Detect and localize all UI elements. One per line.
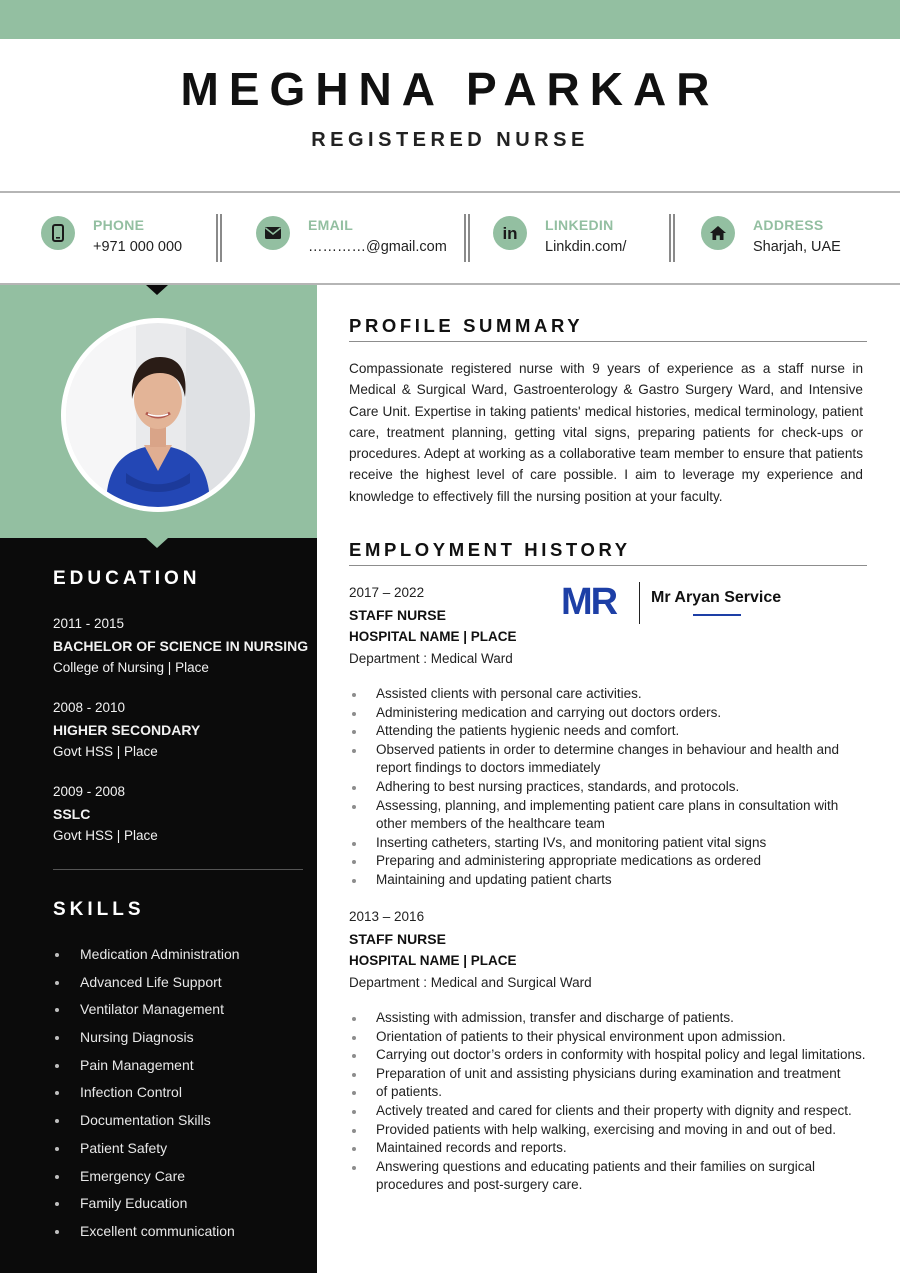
watermark-underline (693, 614, 741, 616)
watermark-separator (639, 582, 640, 624)
duty-item: Preparation of unit and assisting physicians during examination and treatment (349, 1065, 867, 1084)
envelope-icon (256, 216, 290, 250)
job-duties-list (349, 1009, 867, 1195)
profile-photo (61, 318, 255, 512)
duty-item: Preparing and administering appropriate medications as ordered (349, 852, 867, 871)
skills-list (53, 941, 308, 1246)
skill-item: Family Education (53, 1190, 308, 1218)
job-department: Department : Medical and Surgical Ward (349, 975, 592, 990)
contact-label: ADDRESS (753, 217, 824, 233)
education-school: Govt HSS | Place (53, 828, 158, 843)
education-years: 2008 - 2010 (53, 700, 126, 715)
job-years: 2017 – 2022 (349, 585, 425, 600)
skill-item: Advanced Life Support (53, 969, 308, 997)
job-role: STAFF NURSE (349, 607, 446, 623)
sidebar-notch-top (146, 285, 168, 295)
skills-heading: SKILLS (53, 899, 145, 920)
skill-item: Emergency Care (53, 1163, 308, 1191)
job-duties-list (349, 685, 867, 890)
skill-item: Infection Control (53, 1079, 308, 1107)
duty-item: Observed patients in order to determine changes in behaviour and health and report findings to doctors immediately (349, 741, 867, 778)
education-entry (53, 613, 309, 679)
top-accent-band (0, 0, 900, 39)
duty-item: Attending the patients hygienic needs and comfort. (349, 722, 867, 741)
duty-item: Assisted clients with personal care activities. (349, 685, 867, 704)
skill-item: Pain Management (53, 1052, 308, 1080)
home-icon (701, 216, 735, 250)
duty-item: Orientation of patients to their physical environment upon admission. (349, 1028, 867, 1047)
education-entry (53, 781, 303, 847)
education-entry (53, 697, 303, 763)
contact-label: PHONE (93, 217, 145, 233)
skill-item: Excellent communication (53, 1218, 308, 1246)
duty-item: Actively treated and cared for clients and their property with dignity and respect. (349, 1102, 867, 1121)
education-heading: EDUCATION (53, 568, 201, 589)
contact-label: EMAIL (308, 217, 354, 233)
skill-item: Ventilator Management (53, 996, 308, 1024)
education-degree: BACHELOR OF SCIENCE IN NURSING (53, 638, 309, 654)
job-hospital: HOSPITAL NAME | PLACE (349, 629, 517, 644)
duty-item: Maintained records and reports. (349, 1139, 867, 1158)
contact-value: +971 000 000 (93, 239, 183, 255)
duty-item: Maintaining and updating patient charts (349, 871, 867, 890)
section-rule (349, 565, 867, 566)
job-hospital: HOSPITAL NAME | PLACE (349, 953, 517, 968)
job-role: STAFF NURSE (349, 931, 446, 947)
duty-item: Assisting with admission, transfer and discharge of patients. (349, 1009, 867, 1028)
education-years: 2009 - 2008 (53, 784, 126, 799)
education-school: Govt HSS | Place (53, 744, 158, 759)
contact-value: …………@gmail.com (308, 239, 447, 255)
contact-separator (669, 214, 675, 262)
education-years: 2011 - 2015 (53, 616, 125, 631)
employment-history-heading: EMPLOYMENT HISTORY (349, 539, 631, 560)
section-rule (349, 341, 867, 342)
duty-item: Provided patients with help walking, exercising and moving in and out of bed. (349, 1121, 867, 1140)
skill-item: Documentation Skills (53, 1107, 308, 1135)
watermark-text: Mr Aryan Service (651, 589, 782, 606)
duty-item: Assessing, planning, and implementing patient care plans in consultation with other members of the healthcare team (349, 797, 867, 834)
duty-item: Administering medication and carrying out doctors orders. (349, 704, 867, 723)
candidate-name: MEGHNA PARKAR (180, 63, 720, 115)
duty-item: Answering questions and educating patients and their families on surgical procedures and post-surgery care. (349, 1158, 867, 1195)
phone-icon (41, 216, 75, 250)
duty-item: Carrying out doctor’s orders in conformity with hospital policy and legal limitations. (349, 1046, 867, 1065)
contact-label: LINKEDIN (545, 217, 614, 233)
skill-item: Medication Administration (53, 941, 308, 969)
skill-item: Nursing Diagnosis (53, 1024, 308, 1052)
profile-summary-heading: PROFILE SUMMARY (349, 315, 584, 336)
contact-value: Linkdin.com/ (545, 239, 627, 255)
sidebar-notch-middle (146, 538, 168, 548)
duty-item: Adhering to best nursing practices, standards, and protocols. (349, 778, 867, 797)
education-school: College of Nursing | Place (53, 660, 209, 675)
watermark-logo (561, 580, 801, 630)
duty-item: of patients. (349, 1083, 867, 1102)
skill-item: Patient Safety (53, 1135, 308, 1163)
profile-summary-text: Compassionate registered nurse with 9 years of experience as a staff nurse in Medical & Surgical Ward, Gastroenterology & Gastro Surgery Ward, and Intensive Care Unit. Expertise in taking patients' medical histories, medical terminology, patient care, treatment planning, getting vital signs, preparing patients for check-ups or procedures. Adept at working as a collaborative team member to ensure that patients receive the highest level of care possible. I aim to leverage my experience and knowledge to effectively fill the nursing position at your faculty. (349, 361, 863, 504)
linkedin-icon: in (493, 216, 527, 250)
contact-separator (216, 214, 222, 262)
job-years: 2013 – 2016 (349, 909, 425, 924)
candidate-title: REGISTERED NURSE (311, 129, 589, 151)
contact-value: Sharjah, UAE (753, 239, 841, 255)
job-department: Department : Medical Ward (349, 651, 513, 666)
job-entry (349, 906, 867, 994)
contact-separator (464, 214, 470, 262)
watermark-monogram: MR (561, 581, 617, 623)
education-degree: HIGHER SECONDARY (53, 722, 201, 738)
education-degree: SSLC (53, 806, 91, 822)
contact-divider-top (0, 191, 900, 193)
duty-item: Inserting catheters, starting IVs, and monitoring patient vital signs (349, 834, 867, 853)
sidebar-divider (53, 869, 303, 870)
